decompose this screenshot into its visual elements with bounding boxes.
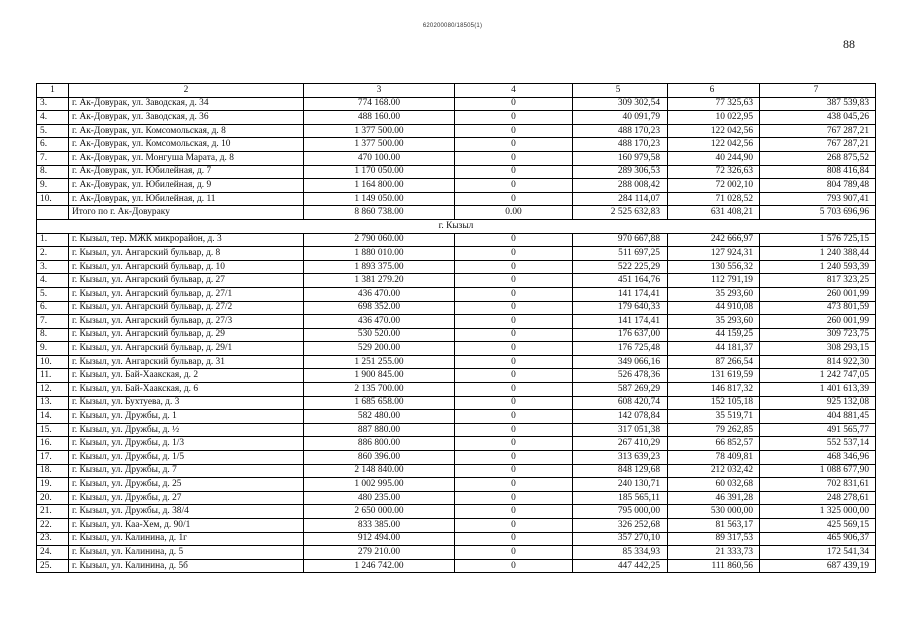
table-cell: 72 002,10 <box>668 179 760 193</box>
table-cell: 1 <box>37 84 69 98</box>
table-cell: г. Кызыл, ул. Дружбы, д. 1 <box>69 410 304 424</box>
table-cell: 0 <box>455 301 573 315</box>
table-cell: 0 <box>455 192 573 206</box>
table-cell: г. Кызыл, ул. Калинина, д. 5б <box>69 559 304 573</box>
table-cell: 260 001,99 <box>760 287 876 301</box>
table-cell: г. Кызыл, ул. Каа-Хем, д. 90/1 <box>69 519 304 533</box>
table-cell: 309 302,54 <box>573 97 668 111</box>
table-cell: 1 240 388,44 <box>760 247 876 261</box>
table-cell: 25. <box>37 559 69 573</box>
table-cell: 72 326,63 <box>668 165 760 179</box>
table-cell: 631 408,21 <box>668 206 760 220</box>
page-number: 88 <box>843 37 855 51</box>
table-cell: 0 <box>455 342 573 356</box>
table-cell: 44 181,37 <box>668 342 760 356</box>
table-cell: 7. <box>37 315 69 329</box>
table-cell: 3 <box>304 84 455 98</box>
table-cell: 8 860 738.00 <box>304 206 455 220</box>
table-row <box>37 124 876 138</box>
table-cell: 0 <box>455 315 573 329</box>
table-cell: 480 235.00 <box>304 491 455 505</box>
table-cell: 130 556,32 <box>668 260 760 274</box>
table-cell: 582 480.00 <box>304 410 455 424</box>
table-cell: 5 <box>573 84 668 98</box>
table-cell: 44 159,25 <box>668 328 760 342</box>
table-cell: 473 801,59 <box>760 301 876 315</box>
table-row <box>37 478 876 492</box>
table-row <box>37 355 876 369</box>
table-cell: 814 922,30 <box>760 355 876 369</box>
table-cell: 0 <box>455 165 573 179</box>
table-cell: 925 132,08 <box>760 396 876 410</box>
table-cell: 35 519,71 <box>668 410 760 424</box>
table-cell: г. Ак-Довурак, ул. Юбилейная, д. 9 <box>69 179 304 193</box>
table-cell: 0 <box>455 97 573 111</box>
table-cell: 9. <box>37 179 69 193</box>
table-cell: 40 244,90 <box>668 151 760 165</box>
table-cell: 6 <box>668 84 760 98</box>
table-cell: 526 478,36 <box>573 369 668 383</box>
table-cell: 185 565,11 <box>573 491 668 505</box>
table-cell: 6. <box>37 138 69 152</box>
table-cell: 35 293,60 <box>668 287 760 301</box>
table-cell: 1 170 050.00 <box>304 165 455 179</box>
table-cell: г. Кызыл, ул. Ангарский бульвар, д. 27 <box>69 274 304 288</box>
table-row <box>37 179 876 193</box>
table-cell: 0 <box>455 464 573 478</box>
table-cell: 66 852,57 <box>668 437 760 451</box>
table-cell: г. Кызыл, ул. Дружбы, д. 38/4 <box>69 505 304 519</box>
table-cell: 4. <box>37 111 69 125</box>
table-cell: 522 225,29 <box>573 260 668 274</box>
table-row <box>37 342 876 356</box>
table-cell: 491 565,77 <box>760 423 876 437</box>
table-cell: 488 160.00 <box>304 111 455 125</box>
table-cell: г. Ак-Довурак, ул. Монгуша Марата, д. 8 <box>69 151 304 165</box>
table-cell: 436 470.00 <box>304 315 455 329</box>
table-cell: 23. <box>37 532 69 546</box>
table-row <box>37 138 876 152</box>
table-cell: г. Кызыл, ул. Ангарский бульвар, д. 8 <box>69 247 304 261</box>
table-cell: 0 <box>455 546 573 560</box>
table-row <box>37 287 876 301</box>
table-row <box>37 301 876 315</box>
table-cell: 0 <box>455 247 573 261</box>
table-cell: 488 170,23 <box>573 138 668 152</box>
table-cell: 317 051,38 <box>573 423 668 437</box>
table-row <box>37 546 876 560</box>
table-cell: 14. <box>37 410 69 424</box>
table-cell: 0 <box>455 491 573 505</box>
table-cell: 451 164,76 <box>573 274 668 288</box>
table-cell: 1 381 279.20 <box>304 274 455 288</box>
table-cell: 9. <box>37 342 69 356</box>
table-cell: 288 008,42 <box>573 179 668 193</box>
table-cell: 160 979,58 <box>573 151 668 165</box>
table-row <box>37 97 876 111</box>
table-cell: 488 170,23 <box>573 124 668 138</box>
table-cell: 78 409,81 <box>668 451 760 465</box>
table-cell: г. Ак-Довурак, ул. Заводская, д. 34 <box>69 97 304 111</box>
table-cell: 15. <box>37 423 69 437</box>
table-cell: 2 135 700.00 <box>304 383 455 397</box>
table-cell: 511 697,25 <box>573 247 668 261</box>
table-row <box>37 464 876 478</box>
table-cell: г. Ак-Довурак, ул. Юбилейная, д. 11 <box>69 192 304 206</box>
column-number-row <box>37 84 876 98</box>
table-cell: 436 470.00 <box>304 287 455 301</box>
table-cell: 1 325 000,00 <box>760 505 876 519</box>
table-cell: 21. <box>37 505 69 519</box>
table-cell: 4. <box>37 274 69 288</box>
table-cell: 5 703 696,96 <box>760 206 876 220</box>
table-cell: 308 293,15 <box>760 342 876 356</box>
table-cell: 702 831,61 <box>760 478 876 492</box>
table-cell: 284 114,07 <box>573 192 668 206</box>
table-cell: 530 520.00 <box>304 328 455 342</box>
table-cell: 5. <box>37 287 69 301</box>
table-cell: 0 <box>455 287 573 301</box>
table-row <box>37 315 876 329</box>
table-cell: 438 045,26 <box>760 111 876 125</box>
table-cell: 2. <box>37 247 69 261</box>
table-cell: 7 <box>760 84 876 98</box>
table-cell: 970 667,88 <box>573 233 668 247</box>
table-cell: 79 262,85 <box>668 423 760 437</box>
table-row <box>37 423 876 437</box>
table-cell: 349 066,16 <box>573 355 668 369</box>
table-cell: 817 323,25 <box>760 274 876 288</box>
table-cell: 8. <box>37 328 69 342</box>
table-row <box>37 274 876 288</box>
table-cell: г. Кызыл, ул. Ангарский бульвар, д. 31 <box>69 355 304 369</box>
table-cell: г. Кызыл, ул. Ангарский бульвар, д. 29 <box>69 328 304 342</box>
table-cell: 0 <box>455 519 573 533</box>
city-header: г. Кызыл <box>37 219 876 233</box>
table-cell: 0 <box>455 451 573 465</box>
table-row <box>37 437 876 451</box>
table-cell: 242 666,97 <box>668 233 760 247</box>
city-header-row <box>37 219 876 233</box>
table-cell: 1 377 500.00 <box>304 124 455 138</box>
table-cell: 176 637,00 <box>573 328 668 342</box>
table-cell: 0 <box>455 383 573 397</box>
table-row <box>37 505 876 519</box>
table-cell: 912 494.00 <box>304 532 455 546</box>
table-cell: 1 164 800.00 <box>304 179 455 193</box>
table-cell: 8. <box>37 165 69 179</box>
table-cell: 81 563,17 <box>668 519 760 533</box>
table-cell: 71 028,52 <box>668 192 760 206</box>
table-cell: 2 148 840.00 <box>304 464 455 478</box>
table-cell: 5. <box>37 124 69 138</box>
table-cell: 1 880 010.00 <box>304 247 455 261</box>
table-cell: г. Кызыл, ул. Ангарский бульвар, д. 27/1 <box>69 287 304 301</box>
table-cell: 774 168.00 <box>304 97 455 111</box>
table-cell: 0 <box>455 233 573 247</box>
table-cell: 85 334,93 <box>573 546 668 560</box>
table-cell: 122 042,56 <box>668 124 760 138</box>
table-cell: 4 <box>455 84 573 98</box>
table-cell: г. Ак-Довурак, ул. Комсомольская, д. 10 <box>69 138 304 152</box>
table-cell: 808 416,84 <box>760 165 876 179</box>
table-cell: 1 401 613,39 <box>760 383 876 397</box>
table-cell: 146 817,32 <box>668 383 760 397</box>
table-cell: 260 001,99 <box>760 315 876 329</box>
table-row <box>37 260 876 274</box>
table-cell: 141 174,41 <box>573 287 668 301</box>
table-cell: 13. <box>37 396 69 410</box>
table-cell: 17. <box>37 451 69 465</box>
table-cell: г. Кызыл, ул. Бай-Хаакская, д. 2 <box>69 369 304 383</box>
table-cell: 793 907,41 <box>760 192 876 206</box>
table-row <box>37 396 876 410</box>
table-cell: г. Кызыл, ул. Ангарский бульвар, д. 27/3 <box>69 315 304 329</box>
table-row <box>37 410 876 424</box>
table-cell: 179 640,33 <box>573 301 668 315</box>
table-cell: 1 377 500.00 <box>304 138 455 152</box>
table-cell: г. Кызыл, ул. Дружбы, д. ½ <box>69 423 304 437</box>
table-cell: 1 893 375.00 <box>304 260 455 274</box>
table-cell: 0 <box>455 138 573 152</box>
table-cell: 1 002 995.00 <box>304 478 455 492</box>
table-cell: 1. <box>37 233 69 247</box>
table-cell: 1 242 747,05 <box>760 369 876 383</box>
table-cell: 172 541,34 <box>760 546 876 560</box>
table-cell: 0 <box>455 369 573 383</box>
table-cell: 289 306,53 <box>573 165 668 179</box>
table-cell: 3. <box>37 97 69 111</box>
table-cell: 44 910,08 <box>668 301 760 315</box>
table-cell: 11. <box>37 369 69 383</box>
table-cell: 111 860,56 <box>668 559 760 573</box>
table-cell: 530 000,00 <box>668 505 760 519</box>
table-cell: 0 <box>455 355 573 369</box>
table-cell: 0 <box>455 410 573 424</box>
table-cell: 22. <box>37 519 69 533</box>
table-cell: 127 924,31 <box>668 247 760 261</box>
table-cell: Итого по г. Ак-Довураку <box>69 206 304 220</box>
table-cell: 552 537,14 <box>760 437 876 451</box>
table-cell: 687 439,19 <box>760 559 876 573</box>
table-cell: 887 880.00 <box>304 423 455 437</box>
table-cell: 387 539,83 <box>760 97 876 111</box>
table-cell: 404 881,45 <box>760 410 876 424</box>
table-cell: 77 325,63 <box>668 97 760 111</box>
table-cell: 0 <box>455 559 573 573</box>
table-cell: 0 <box>455 179 573 193</box>
table-cell: 0 <box>455 532 573 546</box>
table-cell: 3. <box>37 260 69 274</box>
table-cell: 0 <box>455 124 573 138</box>
table-cell: 698 352.00 <box>304 301 455 315</box>
table-cell: 87 266,54 <box>668 355 760 369</box>
table-cell: г. Ак-Довурак, ул. Заводская, д. 36 <box>69 111 304 125</box>
table-cell: г. Кызыл, ул. Ангарский бульвар, д. 10 <box>69 260 304 274</box>
table-cell: 89 317,53 <box>668 532 760 546</box>
table-cell: г. Кызыл, ул. Дружбы, д. 27 <box>69 491 304 505</box>
table-cell: 0 <box>455 423 573 437</box>
table-cell: 212 032,42 <box>668 464 760 478</box>
table-cell: г. Кызыл, ул. Калинина, д. 1г <box>69 532 304 546</box>
table-cell: 767 287,21 <box>760 138 876 152</box>
table-cell: 19. <box>37 478 69 492</box>
table-cell: 2 650 000.00 <box>304 505 455 519</box>
table-cell: 326 252,68 <box>573 519 668 533</box>
table-cell: 152 105,18 <box>668 396 760 410</box>
table-cell: 2 790 060.00 <box>304 233 455 247</box>
table-cell: 0 <box>455 328 573 342</box>
table-cell: 886 800.00 <box>304 437 455 451</box>
table-cell: 470 100.00 <box>304 151 455 165</box>
table-cell: 860 396.00 <box>304 451 455 465</box>
table-cell: 468 346,96 <box>760 451 876 465</box>
table-row <box>37 233 876 247</box>
table-cell: 122 042,56 <box>668 138 760 152</box>
table-cell: 1 240 593,39 <box>760 260 876 274</box>
table-cell: 1 685 658.00 <box>304 396 455 410</box>
table-row <box>37 165 876 179</box>
table-cell: 1 900 845.00 <box>304 369 455 383</box>
table-cell: 0 <box>455 478 573 492</box>
table-cell: г. Ак-Довурак, ул. Юбилейная, д. 7 <box>69 165 304 179</box>
table-row <box>37 383 876 397</box>
table-cell: г. Кызыл, ул. Калинина, д. 5 <box>69 546 304 560</box>
table-cell: г. Кызыл, ул. Ангарский бульвар, д. 29/1 <box>69 342 304 356</box>
table-cell: 279 210.00 <box>304 546 455 560</box>
table-row <box>37 491 876 505</box>
table-cell: 131 619,59 <box>668 369 760 383</box>
table-cell: г. Кызыл, ул. Дружбы, д. 1/3 <box>69 437 304 451</box>
table-cell: 587 269,29 <box>573 383 668 397</box>
table-row <box>37 247 876 261</box>
table-cell: 0 <box>455 437 573 451</box>
table-cell: 0 <box>455 396 573 410</box>
table-cell: 60 032,68 <box>668 478 760 492</box>
table-cell: 142 078,84 <box>573 410 668 424</box>
table-row <box>37 451 876 465</box>
table-cell: 0 <box>455 274 573 288</box>
table-cell: 0 <box>455 260 573 274</box>
table-cell: 465 906,37 <box>760 532 876 546</box>
table-cell: г. Кызыл, ул. Бай-Хаакская, д. 6 <box>69 383 304 397</box>
table-cell: 848 129,68 <box>573 464 668 478</box>
table-cell: 267 410,29 <box>573 437 668 451</box>
table-cell: 1 149 050.00 <box>304 192 455 206</box>
table-cell: 176 725,48 <box>573 342 668 356</box>
table-cell: 833 385.00 <box>304 519 455 533</box>
table-cell: 0 <box>455 151 573 165</box>
table-cell: 10. <box>37 192 69 206</box>
table-cell: 268 875,52 <box>760 151 876 165</box>
table-cell: 767 287,21 <box>760 124 876 138</box>
table-cell: 24. <box>37 546 69 560</box>
table-cell: г. Кызыл, ул. Ангарский бульвар, д. 27/2 <box>69 301 304 315</box>
table-cell: 12. <box>37 383 69 397</box>
table-row <box>37 328 876 342</box>
data-table <box>36 83 876 573</box>
table-cell: г. Кызыл, ул. Дружбы, д. 7 <box>69 464 304 478</box>
table-cell: 35 293,60 <box>668 315 760 329</box>
table-cell: 1 246 742.00 <box>304 559 455 573</box>
table-cell: 7. <box>37 151 69 165</box>
table-cell: 10 022,95 <box>668 111 760 125</box>
table-cell: 313 639,23 <box>573 451 668 465</box>
table-cell <box>37 206 69 220</box>
table-cell: 20. <box>37 491 69 505</box>
table-cell: 240 130,71 <box>573 478 668 492</box>
table-row <box>37 519 876 533</box>
table-cell: 425 569,15 <box>760 519 876 533</box>
table-cell: 357 270,10 <box>573 532 668 546</box>
table-cell: 0.00 <box>455 206 573 220</box>
table-cell: г. Кызыл, тер. МЖК микрорайон, д. 3 <box>69 233 304 247</box>
table-cell: 18. <box>37 464 69 478</box>
table-row <box>37 192 876 206</box>
table-cell: 529 200.00 <box>304 342 455 356</box>
table-cell: 447 442,25 <box>573 559 668 573</box>
table-cell: 2 525 632,83 <box>573 206 668 220</box>
table-cell: 40 091,79 <box>573 111 668 125</box>
table-cell: 1 251 255.00 <box>304 355 455 369</box>
table-cell: г. Кызыл, ул. Дружбы, д. 1/5 <box>69 451 304 465</box>
table-cell: 6. <box>37 301 69 315</box>
table-row <box>37 559 876 573</box>
table-row <box>37 151 876 165</box>
table-cell: 2 <box>69 84 304 98</box>
table-cell: 795 000,00 <box>573 505 668 519</box>
table-cell: 804 789,48 <box>760 179 876 193</box>
table-cell: 0 <box>455 111 573 125</box>
table-cell: 248 278,61 <box>760 491 876 505</box>
table-cell: 10. <box>37 355 69 369</box>
table-row <box>37 111 876 125</box>
table-cell: 16. <box>37 437 69 451</box>
table-cell: 1 576 725,15 <box>760 233 876 247</box>
table-cell: г. Ак-Довурак, ул. Комсомольская, д. 8 <box>69 124 304 138</box>
table-row <box>37 532 876 546</box>
table-cell: 141 174,41 <box>573 315 668 329</box>
table-cell: 46 391,28 <box>668 491 760 505</box>
table-row <box>37 369 876 383</box>
total-row <box>37 206 876 220</box>
table-cell: 1 088 677,90 <box>760 464 876 478</box>
table-cell: 608 420,74 <box>573 396 668 410</box>
table-cell: г. Кызыл, ул. Дружбы, д. 25 <box>69 478 304 492</box>
table-cell: 112 791,19 <box>668 274 760 288</box>
table-cell: 21 333,73 <box>668 546 760 560</box>
table-cell: г. Кызыл, ул. Бухтуева, д. 3 <box>69 396 304 410</box>
table-cell: 309 723,75 <box>760 328 876 342</box>
table-cell: 0 <box>455 505 573 519</box>
document-id: 620200080/18505(1) <box>422 23 483 29</box>
